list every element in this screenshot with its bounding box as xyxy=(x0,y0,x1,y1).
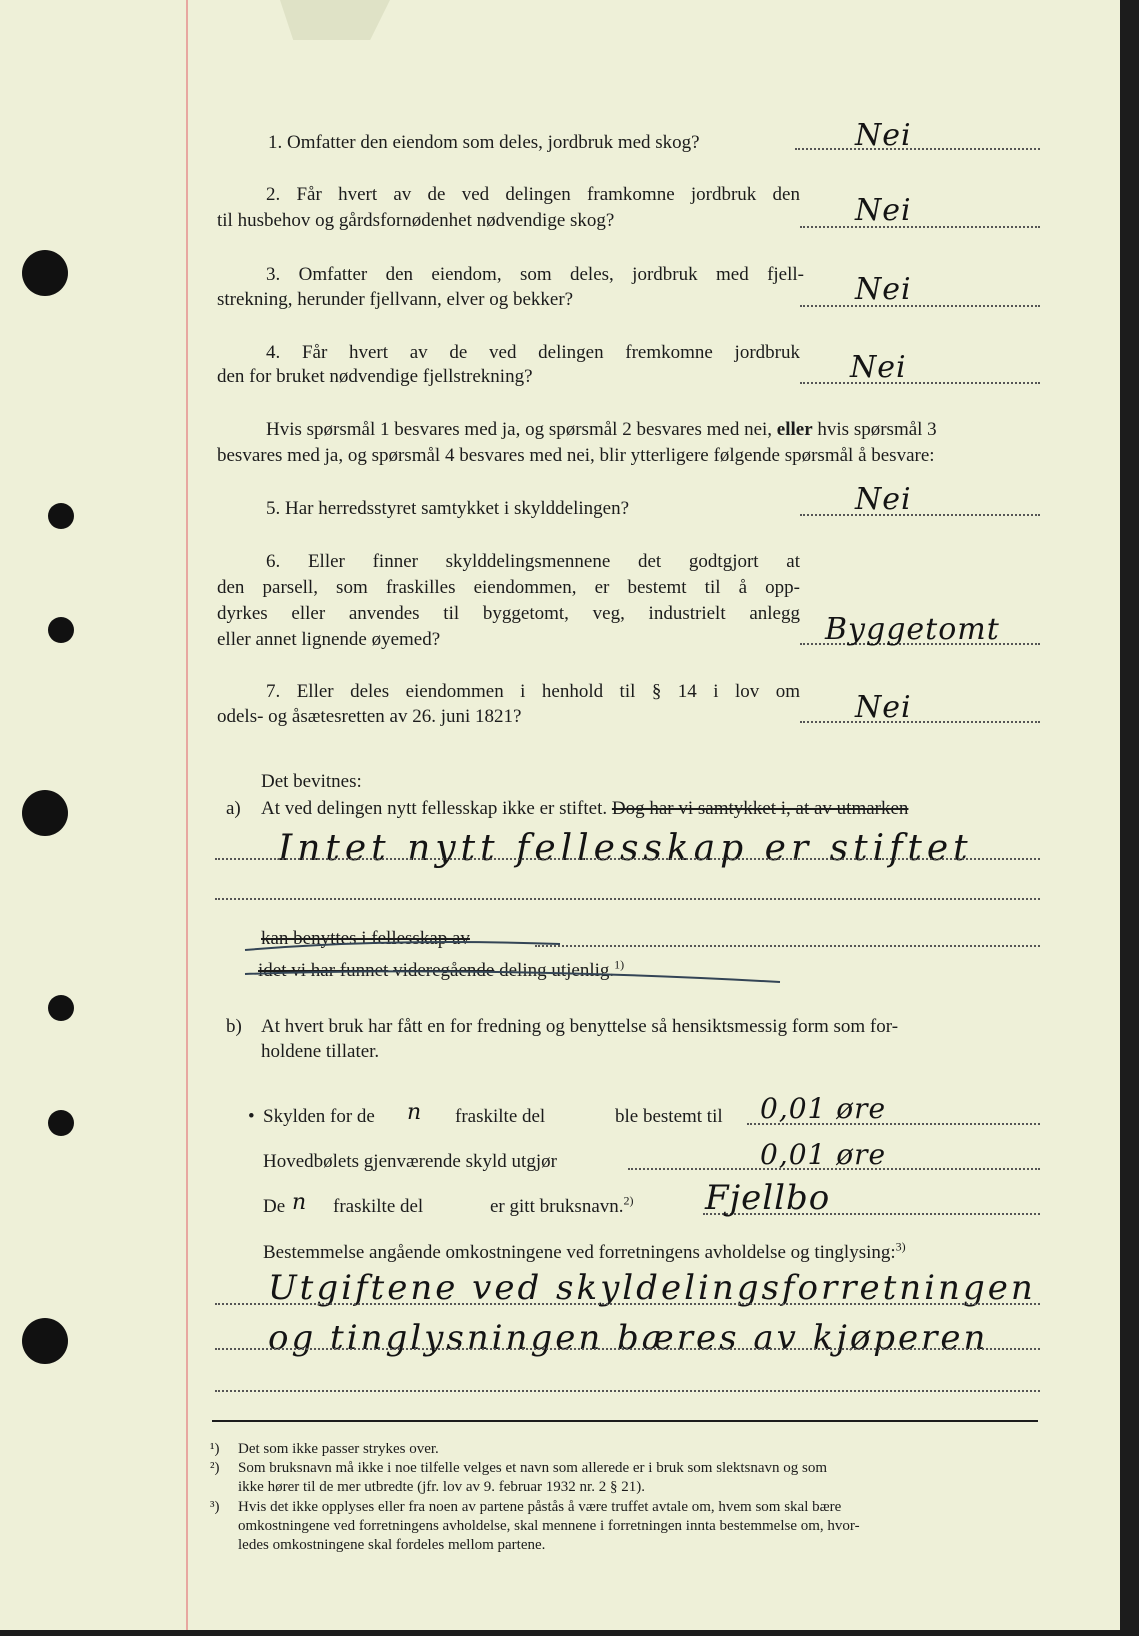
footnote-3-line1: Hvis det ikke opplyses eller fra noen av partene påstås å være truffet avtale om, hvem som skal bære xyxy=(238,1499,842,1515)
answer-1: Nei xyxy=(855,118,912,153)
answer-line xyxy=(800,305,1040,307)
answer-line xyxy=(800,226,1040,228)
skyld-label-c: ble bestemt til xyxy=(615,1106,723,1127)
question-3-line1: 3. Omfatter den eiendom, som deles, jordbruk med fjell- xyxy=(266,264,804,285)
dotted-line xyxy=(215,1303,1040,1305)
punch-hole xyxy=(48,617,74,643)
question-5: 5. Har herredsstyret samtykket i skylddelingen? xyxy=(266,498,630,519)
skyld-hw-suffix: n xyxy=(407,1100,423,1125)
cost-handwritten-1: Utgiftene ved skyldelingsforretningen xyxy=(268,1268,1036,1308)
struck-line-2: kan benyttes i fellesskap av xyxy=(261,928,470,949)
navn-label-c: er gitt bruksnavn. xyxy=(490,1196,624,1217)
footnote-2-mark: ²) xyxy=(210,1460,220,1476)
navn-label-b: fraskilte del xyxy=(333,1196,424,1217)
punch-hole xyxy=(48,1110,74,1136)
strike-scribble xyxy=(240,926,800,996)
dotted-line xyxy=(215,1348,1040,1350)
punch-hole xyxy=(22,1318,68,1364)
question-7-line1: 7. Eller deles eiendommen i henhold til § 14 i lov om xyxy=(266,681,800,702)
answer-2: Nei xyxy=(855,193,912,228)
struck-text-c: deling utjenlig. xyxy=(499,960,615,981)
footnote-1-mark: ¹) xyxy=(210,1441,220,1457)
question-4-line1: 4. Får hvert av de ved delingen fremkomne jordbruk xyxy=(266,342,800,363)
attestation-a-marker: a) xyxy=(226,798,241,819)
skyld-label-a: Skylden for de xyxy=(263,1106,375,1127)
answer-line xyxy=(800,382,1040,384)
footnote-2-line1: Som bruksnavn må ikke i noe tilfelle velges et navn som allerede er i bruk som slektsnavn og som xyxy=(238,1460,828,1476)
answer-line xyxy=(800,721,1040,723)
footnote-3-mark: ³) xyxy=(210,1499,220,1515)
margin-line xyxy=(186,0,188,1630)
struck-text-b: videregående xyxy=(393,960,495,981)
struck-text-a: idet vi har funnet xyxy=(258,960,389,981)
question-4-line2: den for bruket nødvendige fjellstrekning? xyxy=(217,366,533,387)
footnote-ref: 1) xyxy=(614,957,625,972)
condition-text-a: Hvis spørsmål 1 besvares med ja, og spørsmål 2 besvares med nei, xyxy=(266,419,773,440)
question-2-line1: 2. Får hvert av de ved delingen framkomne jordbruk den xyxy=(266,184,800,205)
question-6-line4: eller annet lignende øyemed? xyxy=(217,629,441,650)
answer-line xyxy=(800,514,1040,516)
cost-label-wrap xyxy=(263,1239,906,1264)
hoved-label: Hovedbølets gjenværende skyld utgjør xyxy=(263,1151,557,1172)
footnote-ref: 2) xyxy=(623,1193,634,1208)
attestation-heading: Det bevitnes: xyxy=(261,771,362,792)
footnote-ref: 3) xyxy=(895,1239,906,1254)
punch-hole xyxy=(48,995,74,1021)
footnote-rule xyxy=(212,1420,1038,1422)
answer-3: Nei xyxy=(855,272,912,307)
cost-label: Bestemmelse angående omkostningene ved forretningens avholdelse og tinglysing: xyxy=(263,1242,896,1263)
answer-6: Byggetomt xyxy=(825,612,1000,647)
navn-label-c-wrap xyxy=(490,1193,634,1218)
answer-5: Nei xyxy=(855,482,912,517)
question-6-line3: dyrkes eller anvendes til byggetomt, veg, industrielt anlegg xyxy=(217,603,800,624)
punch-hole xyxy=(22,790,68,836)
question-7-line2: odels- og åsætesretten av 26. juni 1821? xyxy=(217,706,522,727)
bullet: • xyxy=(248,1106,255,1127)
navn-label-a: De xyxy=(263,1196,286,1217)
dotted-line xyxy=(215,858,1040,860)
skyld-label-b: fraskilte del xyxy=(455,1106,546,1127)
condition-line2: besvares med ja, og spørsmål 4 besvares med nei, blir ytterligere følgende spørsmål å besvare: xyxy=(217,445,935,466)
condition-text-b: hvis spørsmål 3 xyxy=(817,419,937,440)
footnote-3-line2: omkostningene ved forretningens avholdelse, skal mennene i forretningen innta bestemmelse om, hvor- xyxy=(238,1518,860,1534)
answer-4: Nei xyxy=(850,350,907,385)
cost-handwritten-2: og tinglysningen bæres av kjøperen xyxy=(268,1318,989,1358)
dotted-line xyxy=(215,1390,1040,1392)
dotted-line xyxy=(215,898,1040,900)
attestation-a-text: At ved delingen nytt fellesskap ikke er stiftet. xyxy=(261,798,608,819)
answer-7: Nei xyxy=(855,690,912,725)
footnote-1: Det som ikke passer strykes over. xyxy=(238,1441,439,1457)
attestation-a-line xyxy=(261,798,908,820)
footnote-2-line2: ikke hører til de mer utbredte (jfr. lov av 9. februar 1932 nr. 2 § 21). xyxy=(238,1479,645,1495)
footnote-3-line3: ledes omkostningene skal fordeles mellom partene. xyxy=(238,1537,546,1553)
attestation-a-handwritten: Intet nytt fellesskap er stiftet xyxy=(278,828,973,869)
attestation-b-marker: b) xyxy=(226,1016,242,1037)
answer-line xyxy=(795,148,1040,150)
question-6-line2: den parsell, som fraskilles eiendommen, er bestemt til å opp- xyxy=(217,577,800,598)
attestation-b-line2: holdene tillater. xyxy=(261,1041,380,1062)
condition-bold: eller xyxy=(776,419,813,440)
question-6-line1: 6. Eller finner skylddelingsmennene det godtgjort at xyxy=(266,551,800,572)
navn-value: Fjellbo xyxy=(705,1178,831,1218)
question-2-line2: til husbehov og gårdsfornødenhet nødvendige skog? xyxy=(217,210,615,231)
attestation-b-line1: At hvert bruk har fått en for fredning og benyttelse så hensiktsmessig form som for- xyxy=(261,1016,899,1037)
condition-line1 xyxy=(266,419,937,441)
punch-hole xyxy=(22,250,68,296)
skyld-value: 0,01 øre xyxy=(760,1092,887,1125)
hoved-value: 0,01 øre xyxy=(760,1138,887,1171)
question-3-line2: strekning, herunder fjellvann, elver og bekker? xyxy=(217,289,574,310)
paper-tab xyxy=(280,0,390,40)
punch-hole xyxy=(48,503,74,529)
attestation-a-struck: Dog har vi samtykket i, at av utmarken xyxy=(611,798,909,819)
navn-hw-suffix: n xyxy=(292,1190,308,1215)
question-1: 1. Omfatter den eiendom som deles, jordbruk med skog? xyxy=(268,132,700,153)
